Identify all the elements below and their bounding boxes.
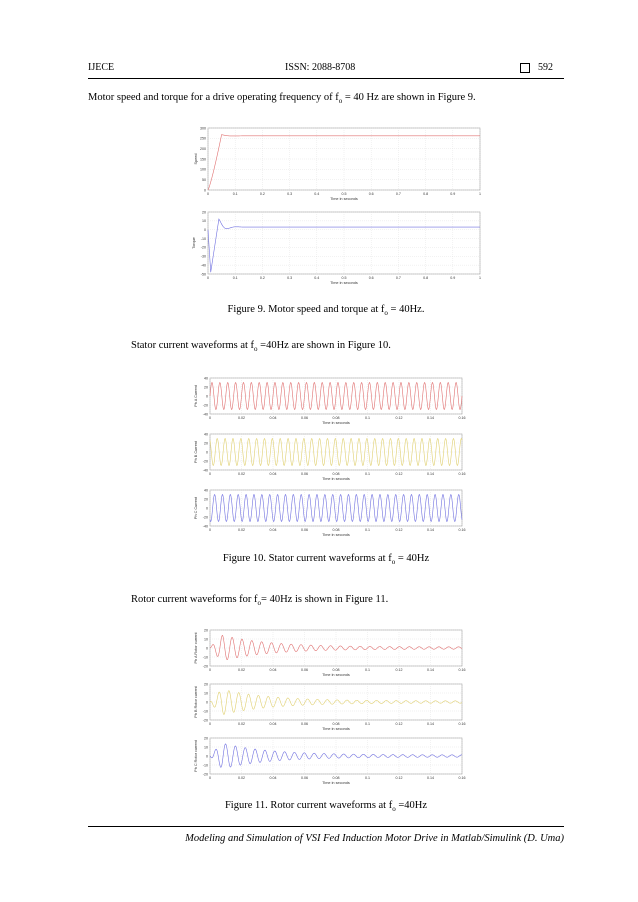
y-tick-label: 20 bbox=[204, 628, 208, 633]
x-tick-label: 0.02 bbox=[238, 472, 245, 476]
x-tick-label: 0.6 bbox=[368, 276, 374, 280]
x-tick-label: 0.1 bbox=[365, 528, 370, 532]
y-tick-label: 0 bbox=[206, 394, 208, 399]
x-tick-label: 0.06 bbox=[301, 722, 308, 726]
running-footer: Modeling and Simulation of VSI Fed Induction Motor Drive in Matlab/Simulink (D. Uma) bbox=[185, 833, 564, 844]
chart-speed bbox=[194, 126, 481, 201]
x-tick-label: 0.12 bbox=[395, 668, 403, 672]
x-tick-label: 0.14 bbox=[427, 722, 434, 726]
x-axis-label: Time in seconds bbox=[322, 533, 350, 537]
x-tick-label: 0.16 bbox=[458, 776, 466, 780]
figure-10-caption: Figure 10. Stator current waveforms at $f_o = 40Hz$ bbox=[222, 553, 430, 567]
chart-torque bbox=[192, 210, 481, 285]
figure-11 bbox=[190, 624, 470, 794]
y-tick-label: 10 bbox=[204, 745, 208, 750]
x-tick-label: 0.06 bbox=[301, 668, 308, 672]
x-tick-label: 0.14 bbox=[427, 416, 434, 420]
y-tick-label: -20 bbox=[202, 718, 208, 723]
chart-ph-a-rotor-current bbox=[194, 628, 466, 677]
x-tick-label: 0.08 bbox=[332, 722, 340, 726]
x-tick-label: 0.16 bbox=[458, 472, 466, 476]
x-tick-label: 0.1 bbox=[365, 722, 370, 726]
y-tick-label: 0 bbox=[206, 506, 208, 511]
y-tick-label: 20 bbox=[204, 441, 208, 446]
x-tick-label: 0.3 bbox=[287, 276, 293, 280]
chart-ph-c-current bbox=[194, 488, 466, 537]
x-tick-label: 0.04 bbox=[269, 416, 277, 420]
chart-ph-b-rotor-current bbox=[194, 682, 466, 731]
x-tick-label: 0.04 bbox=[269, 776, 277, 780]
y-axis-label: Ph A Rotor current bbox=[194, 632, 198, 664]
y-tick-label: 0 bbox=[204, 228, 206, 233]
y-tick-label: -50 bbox=[200, 272, 206, 277]
x-tick-label: 0.02 bbox=[238, 668, 245, 672]
y-tick-label: -40 bbox=[202, 412, 208, 417]
x-tick-label: 0.04 bbox=[269, 528, 277, 532]
y-tick-label: 40 bbox=[204, 488, 208, 493]
figure-9-caption: Figure 9. Motor speed and torque at $f_o = 40Hz$. bbox=[227, 304, 425, 318]
paragraph-fig9-intro: Motor speed and torque for a drive operating frequency of $f_o = 40$ Hz are shown in Figure 9. bbox=[88, 92, 476, 106]
x-tick-label: 0.1 bbox=[232, 276, 238, 280]
x-tick-label: 0.14 bbox=[427, 668, 434, 672]
x-tick-label: 0.2 bbox=[259, 276, 265, 280]
x-tick-label: 0.04 bbox=[269, 722, 277, 726]
x-tick-label: 0.04 bbox=[269, 472, 277, 476]
x-axis-label: Time in seconds bbox=[330, 281, 358, 285]
y-axis-label: Torque bbox=[192, 237, 196, 249]
y-tick-label: 0 bbox=[204, 188, 206, 193]
y-axis-label: Ph B Rotor current bbox=[194, 686, 198, 718]
x-tick-label: 0.9 bbox=[450, 192, 456, 196]
x-tick-label: 0.06 bbox=[301, 776, 308, 780]
paragraph-fig10-intro: Stator current waveforms at $f_o =40Hz$ are shown in Figure 10. bbox=[131, 340, 391, 354]
x-tick-label: 0.9 bbox=[450, 276, 456, 280]
x-tick-label: 0.02 bbox=[238, 528, 245, 532]
y-tick-label: 10 bbox=[202, 219, 206, 224]
x-tick-label: 0.06 bbox=[301, 528, 308, 532]
y-tick-label: 0 bbox=[206, 450, 208, 455]
footer-rule bbox=[88, 826, 564, 827]
y-tick-label: -40 bbox=[202, 468, 208, 473]
y-tick-label: 50 bbox=[202, 177, 206, 182]
x-tick-label: 0.14 bbox=[427, 472, 434, 476]
x-tick-label: 0.12 bbox=[395, 472, 403, 476]
x-tick-label: 0.08 bbox=[332, 668, 340, 672]
paragraph-fig11-intro: Rotor current waveforms for $f_o= 40Hz$ is shown in Figure 11. bbox=[131, 594, 389, 608]
x-tick-label: 0.1 bbox=[365, 472, 370, 476]
x-tick-label: 0.16 bbox=[458, 668, 466, 672]
x-axis-label: Time in seconds bbox=[322, 421, 350, 425]
y-tick-label: 0 bbox=[206, 646, 208, 651]
y-tick-label: 0 bbox=[206, 700, 208, 705]
y-tick-label: 200 bbox=[200, 146, 206, 151]
y-tick-label: -20 bbox=[202, 664, 208, 669]
x-tick-label: 0.5 bbox=[341, 192, 347, 196]
y-tick-label: 20 bbox=[204, 736, 208, 741]
y-axis-label: Ph B Current bbox=[194, 441, 198, 463]
x-tick-label: 0.1 bbox=[365, 776, 370, 780]
y-tick-label: 20 bbox=[202, 210, 206, 215]
x-axis-label: Time in seconds bbox=[322, 781, 350, 785]
x-tick-label: 0 bbox=[209, 472, 211, 476]
chart-ph-b-current bbox=[194, 432, 466, 481]
x-tick-label: 0.06 bbox=[301, 416, 308, 420]
x-axis-label: Time in seconds bbox=[330, 197, 358, 201]
page-number-block bbox=[520, 62, 575, 73]
chart-ph-c-rotor-current bbox=[194, 736, 466, 785]
y-tick-label: 20 bbox=[204, 497, 208, 502]
checkbox-square-icon bbox=[520, 63, 530, 73]
x-tick-label: 0 bbox=[207, 276, 209, 280]
x-tick-label: 0.12 bbox=[395, 776, 403, 780]
page-number: 592 bbox=[538, 62, 553, 73]
x-tick-label: 0.12 bbox=[395, 416, 403, 420]
x-tick-label: 0 bbox=[209, 416, 211, 420]
y-tick-label: 100 bbox=[200, 167, 206, 172]
y-tick-label: -10 bbox=[202, 655, 208, 660]
x-tick-label: 0.08 bbox=[332, 776, 340, 780]
chart-ph-a-current bbox=[194, 376, 466, 425]
x-tick-label: 0.4 bbox=[314, 192, 320, 196]
x-tick-label: 0.08 bbox=[332, 528, 340, 532]
issn: ISSN: 2088-8708 bbox=[285, 62, 356, 73]
y-tick-label: 20 bbox=[204, 682, 208, 687]
x-tick-label: 1 bbox=[479, 192, 481, 196]
journal-name: IJECE bbox=[88, 62, 115, 73]
x-tick-label: 0 bbox=[209, 528, 211, 532]
y-tick-label: -20 bbox=[200, 245, 206, 250]
y-tick-label: 20 bbox=[204, 385, 208, 390]
x-tick-label: 0.16 bbox=[458, 416, 466, 420]
x-tick-label: 0.14 bbox=[427, 528, 434, 532]
x-tick-label: 0.12 bbox=[395, 528, 403, 532]
x-tick-label: 0.04 bbox=[269, 668, 277, 672]
y-tick-label: 40 bbox=[204, 376, 208, 381]
y-axis-label: Ph C Current bbox=[194, 496, 198, 520]
y-tick-label: 150 bbox=[200, 157, 206, 162]
x-tick-label: 1 bbox=[479, 276, 481, 280]
x-tick-label: 0.02 bbox=[238, 722, 245, 726]
x-tick-label: 0.8 bbox=[423, 192, 429, 196]
y-tick-label: -20 bbox=[202, 403, 208, 408]
x-tick-label: 0.4 bbox=[314, 276, 320, 280]
figure-9 bbox=[180, 120, 481, 290]
y-tick-label: -30 bbox=[200, 254, 206, 259]
x-tick-label: 0.1 bbox=[365, 668, 370, 672]
y-tick-label: 0 bbox=[206, 754, 208, 759]
figure-10 bbox=[190, 372, 470, 547]
y-tick-label: -10 bbox=[202, 709, 208, 714]
x-axis-label: Time in seconds bbox=[322, 673, 350, 677]
x-axis-label: Time in seconds bbox=[322, 727, 350, 731]
y-tick-label: 250 bbox=[200, 136, 206, 141]
x-tick-label: 0.2 bbox=[259, 192, 265, 196]
y-axis-label: Speed bbox=[194, 153, 198, 165]
header-rule bbox=[88, 78, 564, 79]
y-tick-label: -20 bbox=[202, 772, 208, 777]
y-tick-label: 300 bbox=[200, 126, 206, 131]
x-tick-label: 0 bbox=[209, 776, 211, 780]
y-tick-label: 10 bbox=[204, 691, 208, 696]
x-tick-label: 0.16 bbox=[458, 722, 466, 726]
y-tick-label: -10 bbox=[202, 763, 208, 768]
x-tick-label: 0 bbox=[209, 668, 211, 672]
y-tick-label: -40 bbox=[200, 263, 206, 268]
x-tick-label: 0 bbox=[209, 722, 211, 726]
x-tick-label: 0.7 bbox=[395, 276, 401, 280]
x-tick-label: 0.16 bbox=[458, 528, 466, 532]
x-tick-label: 0.08 bbox=[332, 416, 340, 420]
x-tick-label: 0.3 bbox=[287, 192, 293, 196]
x-axis-label: Time in seconds bbox=[322, 477, 350, 481]
figure-11-caption: Figure 11. Rotor current waveforms at $f_o =40Hz$ bbox=[224, 800, 428, 814]
y-tick-label: -40 bbox=[202, 524, 208, 529]
x-tick-label: 0 bbox=[207, 192, 209, 196]
x-tick-label: 0.14 bbox=[427, 776, 434, 780]
x-tick-label: 0.6 bbox=[368, 192, 374, 196]
y-tick-label: -10 bbox=[200, 236, 206, 241]
x-tick-label: 0.1 bbox=[365, 416, 370, 420]
y-tick-label: -20 bbox=[202, 459, 208, 464]
y-tick-label: 40 bbox=[204, 432, 208, 437]
x-tick-label: 0.8 bbox=[423, 276, 429, 280]
x-tick-label: 0.08 bbox=[332, 472, 340, 476]
x-tick-label: 0.5 bbox=[341, 276, 347, 280]
y-tick-label: 10 bbox=[204, 637, 208, 642]
x-tick-label: 0.12 bbox=[395, 722, 403, 726]
x-tick-label: 0.02 bbox=[238, 416, 245, 420]
y-axis-label: Ph C Rotor current bbox=[194, 740, 198, 772]
x-tick-label: 0.1 bbox=[232, 192, 238, 196]
y-axis-label: Ph A Current bbox=[194, 385, 198, 407]
x-tick-label: 0.06 bbox=[301, 472, 308, 476]
x-tick-label: 0.02 bbox=[238, 776, 245, 780]
y-tick-label: -20 bbox=[202, 515, 208, 520]
x-tick-label: 0.7 bbox=[395, 192, 401, 196]
